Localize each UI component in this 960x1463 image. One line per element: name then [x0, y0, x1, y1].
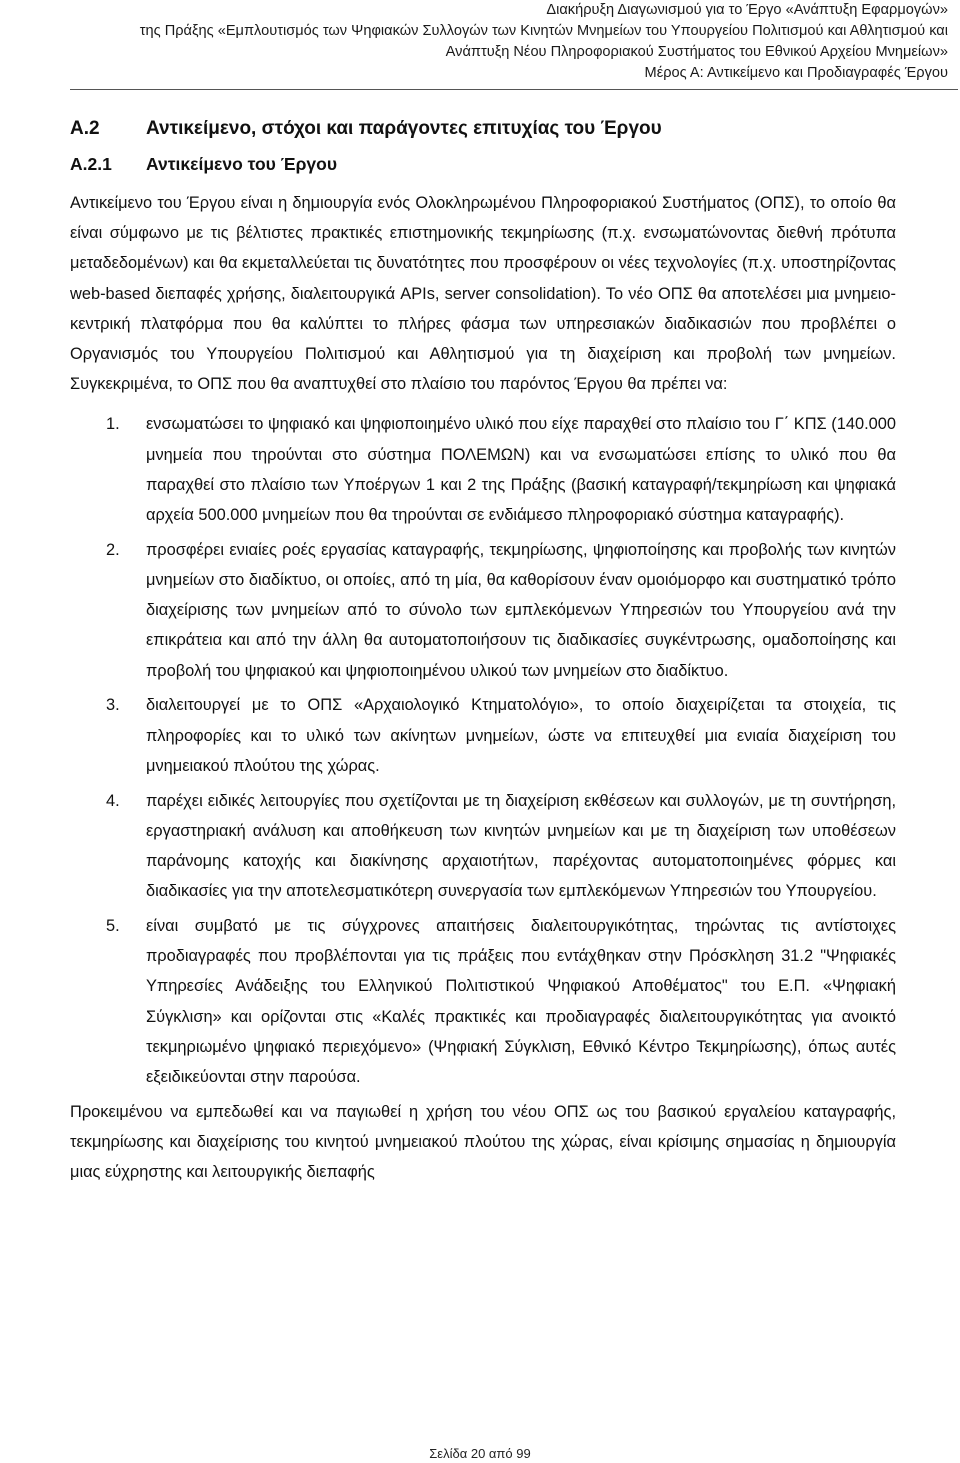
subsection-title: Αντικείμενο του Έργου [146, 154, 338, 174]
closing-paragraph: Προκειμένου να εμπεδωθεί και να παγιωθεί η χρήση του νέου ΟΠΣ ως του βασικού εργαλείου καταγραφής, τεκμηρίωσης και διαχείρισης του κινητού μνημειακού πλούτου της χώρας, είναι κρίσιμης σημασίας η δημιουργία μιας εύχρηστης και λειτουργικής διεπαφής [70, 1102, 896, 1182]
requirements-list [70, 409, 896, 1092]
list-item [70, 786, 896, 907]
section-heading [70, 114, 896, 144]
header-line: Ανάπτυξη Νέου Πληροφοριακού Συστήματος του Εθνικού Αρχείου Μνημείων» [445, 44, 948, 60]
list-item-text: ενσωματώσει το ψηφιακό και ψηφιοποιημένο υλικό που είχε παραχθεί στο πλαίσιο του Γ΄ ΚΠΣ (140.000 μνημεία που τηρούνται στο σύστημα ΠΟΛΕΜΩΝ) και να ενσωματώσει επίσης το υλικό που θα παραχθεί στο πλαίσιο των Υποέργων 1 και 2 της Πράξης (βασική καταγραφή/τεκμηρίωση και ψηφιακά αρχεία 500.000 μνημείων που θα τηρούνται σε ενδιάμεσο πληροφοριακό σύστημα καταγραφής). [146, 415, 896, 525]
list-item [70, 535, 896, 686]
header-divider [70, 89, 958, 90]
list-item-text: είναι συμβατό με τις σύγχρονες απαιτήσεις διαλειτουργικότητας, τηρώντας τις αντίστοιχες προδιαγραφές που προβλέπονται για τις πράξεις που εντάχθηκαν στην Πρόσκληση 31.2 "Ψηφιακές Υπηρεσίες Ανάδειξης του Ελληνικού Πολιτιστικού Ψηφιακού Αποθέματος" του Ε.Π. «Ψηφιακή Σύγκλιση» και ορίζονται στις «Καλές πρακτικές και προδιαγραφές διαλειτουργικότητας για ανοικτό τεκμηριωμένο ψηφιακό περιεχόμενο» (Ψηφιακή Σύγκλιση, Εθνικό Κέντρο Τεκμηρίωσης), όπως αυτές εξειδικεύονται στην παρούσα. [146, 917, 896, 1087]
list-item [70, 911, 896, 1092]
list-item-text: προσφέρει ενιαίες ροές εργασίας καταγραφής, τεκμηρίωσης, ψηφιοποίησης και προβολής των κινητών μνημείων στο διαδίκτυο, οι οποίες, από τη μία, θα καθορίσουν έναν ομοιόμορφο και συστηματικό τρόπο διαχείρισης των μνημείων από το σύνολο των εμπλεκόμενων Υπηρεσιών του Υπουργείου ανά την επικράτεια και από την άλλη θα αυτοματοποιήσουν τις διαδικασίες συγκέντρωσης, ομαδοποίησης και προβολή του ψηφιακού και ψηφιοποιημένου υλικού των μνημείων στο διαδίκτυο. [146, 540, 896, 680]
section-title: Αντικείμενο, στόχοι και παράγοντες επιτυχίας του Έργου [146, 118, 662, 139]
list-item [70, 690, 896, 781]
subsection-heading [70, 150, 896, 178]
list-item-text: διαλειτουργεί με το ΟΠΣ «Αρχαιολογικό Κτηματολόγιο», το οποίο διαχειρίζεται τα στοιχεία, τις πληροφορίες και το υλικό των ακίνητων μνημείων, ώστε να επιτευχθεί μια ενιαία διαχείριση του μνημειακού πλούτου της χώρας. [146, 696, 896, 775]
page-number: Σελίδα 20 από 99 [429, 1446, 531, 1461]
list-item-number: 1. [106, 415, 120, 434]
list-item-number: 2. [106, 540, 120, 559]
section-number: Α.2 [70, 118, 100, 139]
list-item-number: 4. [106, 791, 120, 810]
list-item-text: παρέχει ειδικές λειτουργίες που σχετίζονται με τη διαχείριση εκθέσεων και συλλογών, με τη συντήρηση, εργαστηριακή ανάλυση και αποθήκευση των κινητών μνημείων και με τη διαχείριση των υποθέσεων παράνομης κατοχής και διακίνησης αρχαιοτήτων, παρέχοντας αυτοματοποιημένες φόρμες και διαδικασίες για την αποτελεσματικότερη συνεργασία των εμπλεκόμενων Υπηρεσιών του Υπουργείου. [146, 791, 896, 901]
subsection-number: Α.2.1 [70, 154, 112, 174]
document-body [70, 114, 896, 1187]
intro-paragraph: Αντικείμενο του Έργου είναι η δημιουργία ενός Ολοκληρωμένου Πληροφοριακού Συστήματος (ΟΠΣ), το οποίο θα είναι σύμφωνο με τις βέλτιστες πρακτικές επιστημονικής τεκμηρίωσης (π.χ. ενσωματώνοντας διεθνή πρότυπα μεταδεδομένων) και θα εκμεταλλεύεται τις δυνατότητες που προσφέρουν οι νέες τεχνολογίες (π.χ. υποστηρίζοντας web-based διεπαφές χρήσης, διαλειτουργικά APIs, server consolidation). Το νέο ΟΠΣ θα αποτελέσει μια μνημειο-κεντρική πλατφόρμα που θα καλύπτει το πλήρες φάσμα των υπηρεσιακών διαδικασιών που προβλέπει ο Οργανισμός του Υπουργείου Πολιτισμού και Αθλητισμού για τη διαχείριση και προβολή των μνημείων. Συγκεκριμένα, το ΟΠΣ που θα αναπτυχθεί στο πλαίσιο του παρόντος Έργου θα πρέπει να: [70, 194, 896, 394]
page-header [0, 0, 948, 84]
list-item-number: 5. [106, 917, 120, 936]
list-item-number: 3. [106, 696, 120, 715]
header-line: της Πράξης «Εμπλουτισμός των Ψηφιακών Συλλογών των Κινητών Μνημείων του Υπουργείου Πολιτισμού και Αθλητισμού και [139, 23, 948, 39]
header-line: Διακήρυξη Διαγωνισμού για το Έργο «Ανάπτυξη Εφαρμογών» [546, 2, 948, 18]
header-line: Μέρος Α: Αντικείμενο και Προδιαγραφές Έργου [644, 65, 948, 81]
list-item [70, 409, 896, 530]
